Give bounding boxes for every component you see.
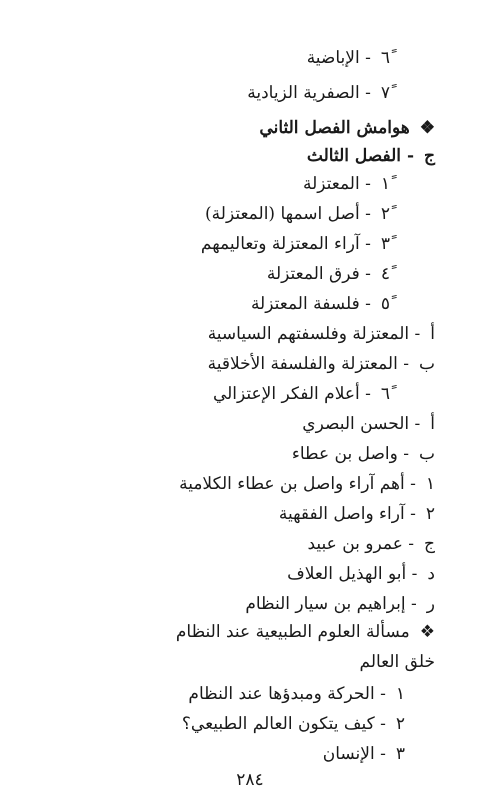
toc-entry-chapter2-notes <box>259 117 435 139</box>
entry-text: - إبراهيم بن سيار النظام <box>245 594 417 614</box>
entry-marker: ج <box>424 146 435 166</box>
page-number: ٢٨٤ <box>236 770 264 790</box>
entry-marker: ١ <box>425 474 435 494</box>
toc-entry-views <box>201 233 390 255</box>
toc-entry-amr <box>308 533 436 555</box>
entry-marker: ٦ً <box>380 48 390 68</box>
entry-text: - الإنسان <box>322 744 386 764</box>
toc-entry-philosophy <box>251 293 390 315</box>
entry-marker: ١ً <box>380 174 390 194</box>
entry-text: - الصفرية الزيادية <box>247 83 371 103</box>
toc-entry-creation <box>360 651 436 673</box>
diamond-bullet-icon: ❖ <box>419 622 435 642</box>
entry-marker: ٢ <box>395 714 405 734</box>
entry-marker: د <box>427 564 435 584</box>
entry-marker: ٤ً <box>380 264 390 284</box>
toc-entry-motion <box>188 683 405 705</box>
entry-marker: ر <box>426 594 435 614</box>
toc-entry-wasil-fiqh <box>279 503 435 525</box>
toc-entry-ethical <box>208 353 435 375</box>
entry-marker: أ <box>430 414 435 434</box>
entry-marker: ج <box>424 534 435 554</box>
entry-text: - الإباضية <box>306 48 371 68</box>
diamond-bullet-icon: ❖ <box>419 118 435 138</box>
entry-marker: ٢ً <box>380 204 390 224</box>
entry-text: - كيف يتكون العالم الطبيعي؟ <box>181 714 386 734</box>
toc-entry-political <box>208 323 435 345</box>
entry-marker: ٢ <box>425 504 435 524</box>
toc-entry-hasan-basri <box>302 413 435 435</box>
entry-marker: أ <box>430 324 435 344</box>
toc-entry-wasil <box>292 443 435 465</box>
entry-text: - المعتزلة <box>302 174 371 194</box>
entry-text: - المعتزلة وفلسفتهم السياسية <box>207 324 421 344</box>
entry-marker: ٧ً <box>380 83 390 103</box>
entry-text: - أعلام الفكر الإعتزالي <box>212 384 371 404</box>
entry-text: - الحركة ومبدؤها عند النظام <box>188 684 386 704</box>
toc-entry-allaf <box>287 563 435 585</box>
toc-entry-figures <box>213 383 390 405</box>
entry-text: - عمرو بن عبيد <box>307 534 415 554</box>
entry-text: - آراء واصل الفقهية <box>278 504 416 524</box>
entry-text: هوامش الفصل الثاني <box>259 118 410 138</box>
entry-marker: ٣ً <box>380 234 390 254</box>
toc-entry-ibadiyya <box>307 47 390 69</box>
entry-text: - الفصل الثالث <box>306 146 415 166</box>
entry-text: مسألة العلوم الطبيعية عند النظام <box>175 622 410 642</box>
toc-entry-world-formation <box>182 713 405 735</box>
entry-text: - واصل بن عطاء <box>291 444 409 464</box>
entry-marker: ٦ً <box>380 384 390 404</box>
entry-marker: ٣ <box>395 744 405 764</box>
toc-entry-sufriyya <box>247 82 390 104</box>
entry-text: - فرق المعتزلة <box>266 264 371 284</box>
toc-entry-mutazila <box>303 173 390 195</box>
entry-text: - الحسن البصري <box>302 414 421 434</box>
entry-text: - أهم آراء واصل بن عطاء الكلامية <box>179 474 416 494</box>
toc-entry-natural-sciences <box>176 621 435 643</box>
entry-marker: ٥ً <box>380 294 390 314</box>
entry-text: - المعتزلة والفلسفة الأخلاقية <box>207 354 409 374</box>
entry-text: - آراء المعتزلة وتعاليمهم <box>200 234 371 254</box>
entry-text: خلق العالم <box>359 652 435 672</box>
entry-marker: ب <box>418 354 435 374</box>
entry-text: - أصل اسمها (المعتزلة) <box>205 204 371 224</box>
toc-entry-wasil-kalam <box>179 473 435 495</box>
toc-entry-name-origin <box>205 203 390 225</box>
entry-text: - فلسفة المعتزلة <box>250 294 371 314</box>
toc-entry-sects <box>267 263 390 285</box>
toc-entry-human <box>323 743 405 765</box>
entry-text: - أبو الهذيل العلاف <box>287 564 418 584</box>
toc-entry-chapter3 <box>307 145 435 167</box>
entry-marker: ب <box>418 444 435 464</box>
toc-entry-nazzam <box>245 593 435 615</box>
entry-marker: ١ <box>395 684 405 704</box>
